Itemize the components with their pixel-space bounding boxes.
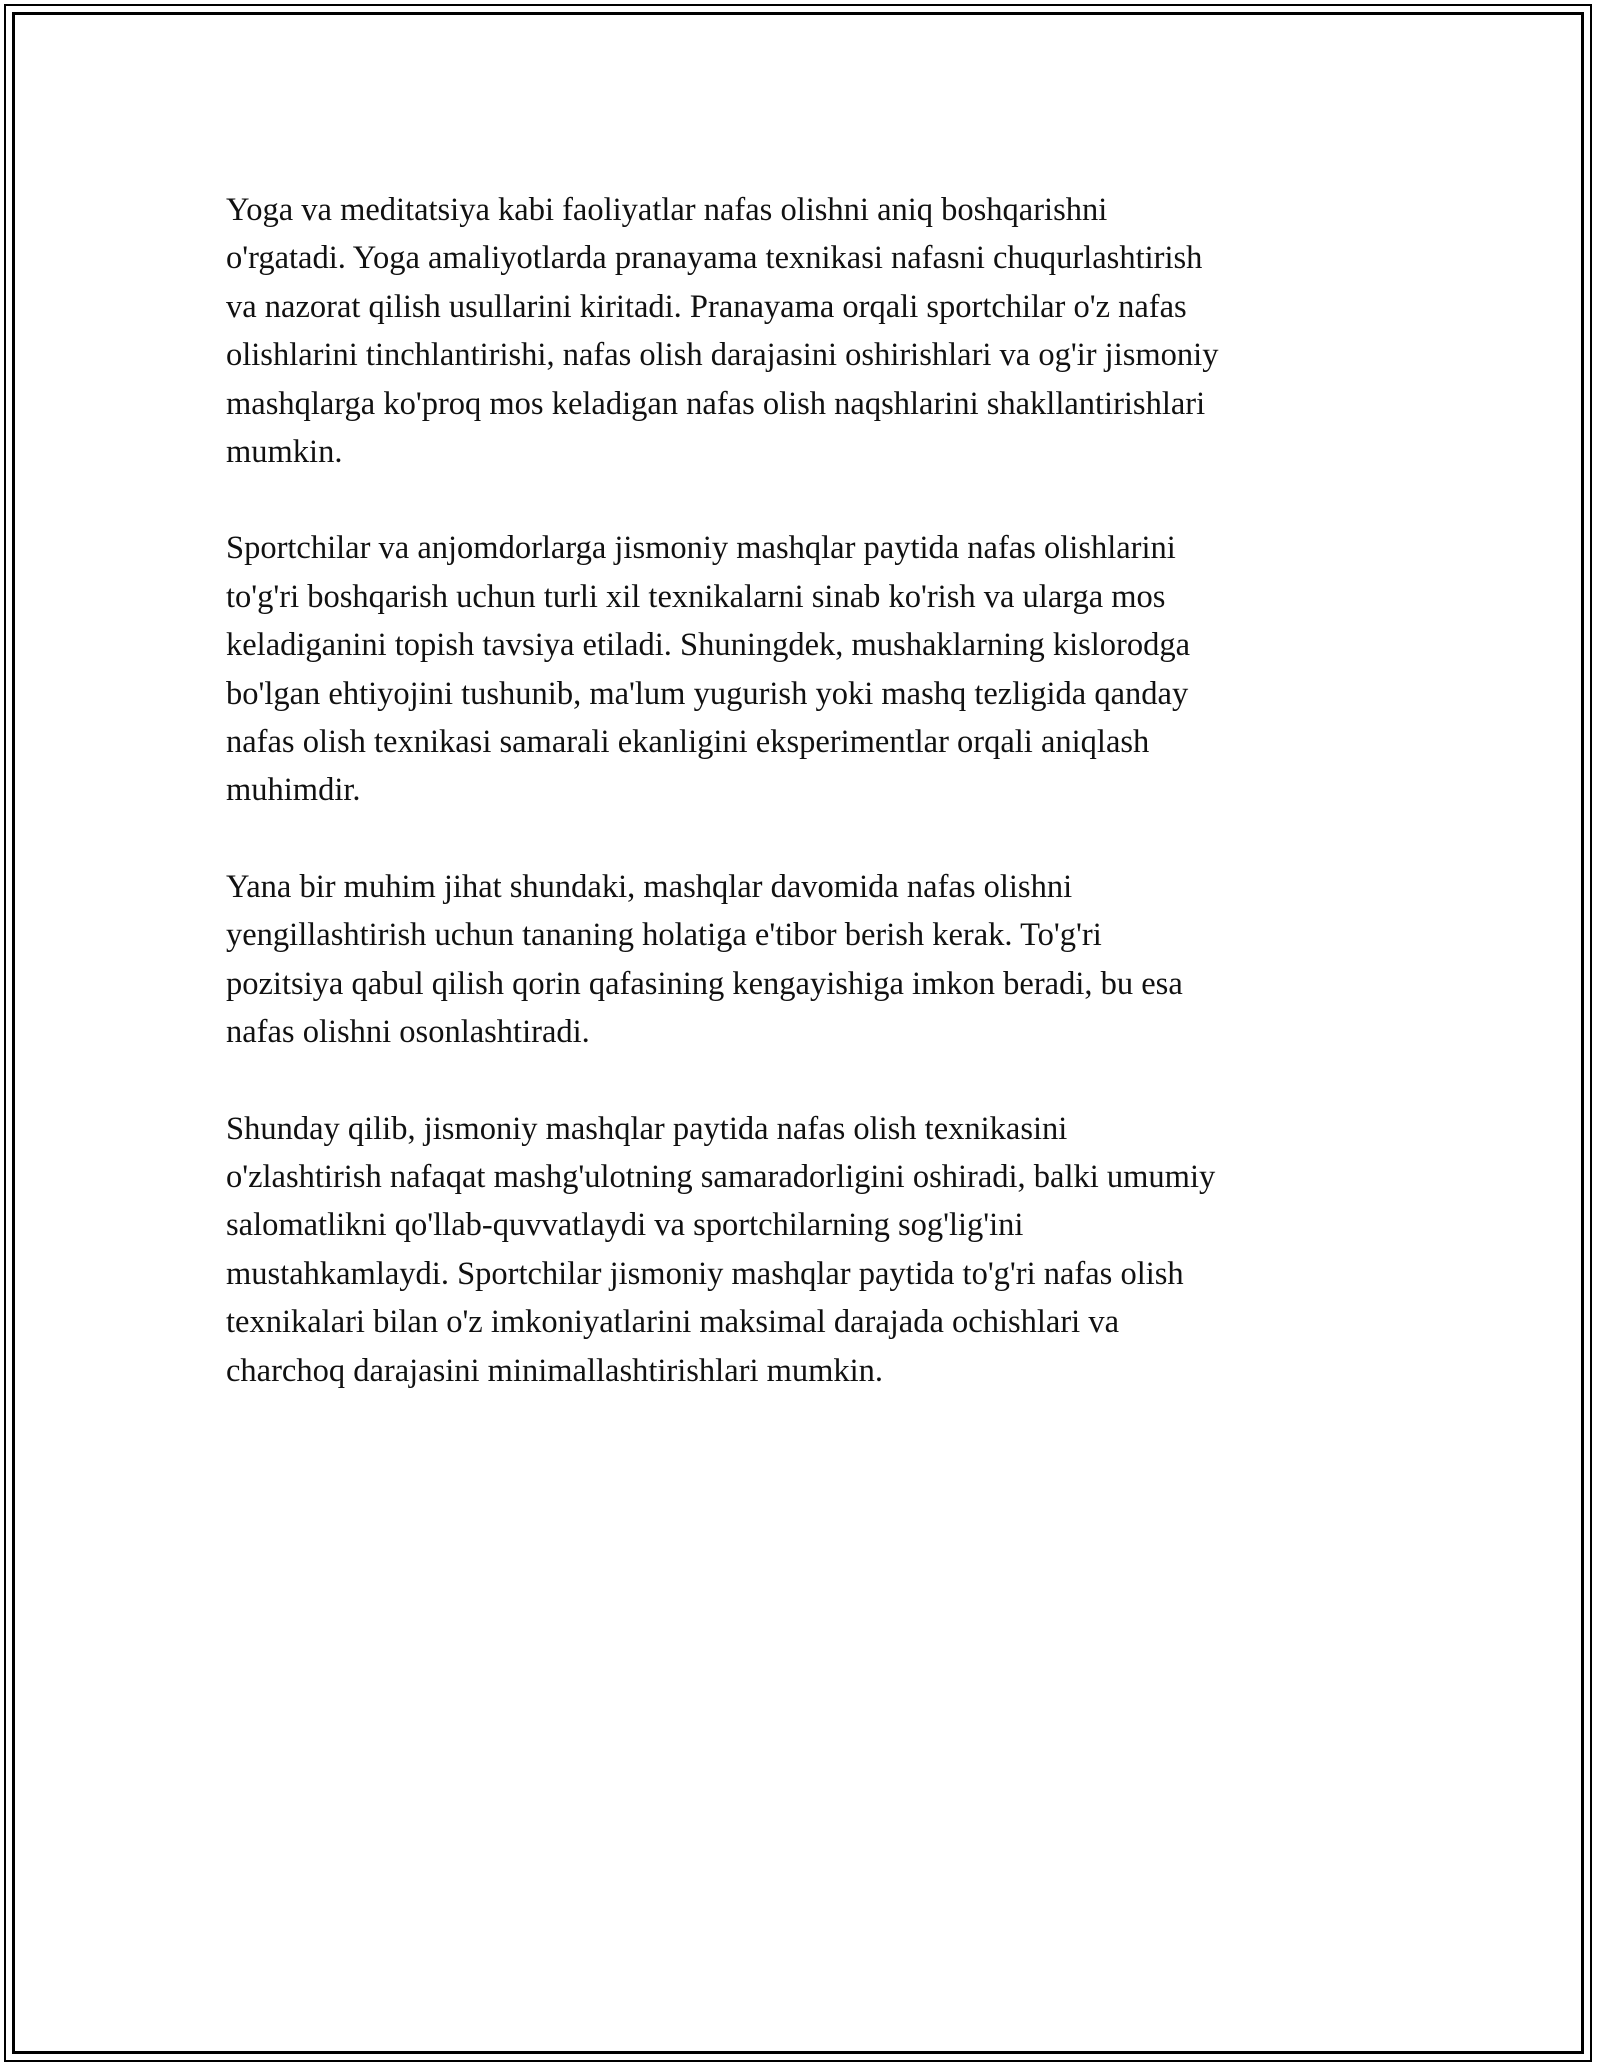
paragraph-athlete-techniques: Sportchilar va anjomdorlarga jismoniy mashqlar paytida nafas olishlarini to'g'ri boshqarish uchun turli xil texnikalarni sinab ko'rish va ularga mos keladiganini topish tavsiya etiladi. Shuningdek, mushaklarning kislorodga bo'lgan ehtiyojini tushunib, ma'lum yugurish yoki mashq tezligida qanday nafas olish texnikasi samarali ekanligini eksperimentlar orqali aniqlash muhimdir. <box>226 530 1191 809</box>
document-body <box>226 186 1376 1443</box>
paragraph-yoga-meditation: Yoga va meditatsiya kabi faoliyatlar nafas olishni aniq boshqarishni o'rgatadi. Yoga amaliyotlarda pranayama texnikasi nafasni chuqurlashtirish va nazorat qilish usullarini kiritadi. Pranayama orqali sportchilar o'z nafas olishlarini tinchlantirishi, nafas olish darajasini oshirishlari va og'ir jismoniy mashqlarga ko'proq mos keladigan nafas olish naqshlarini shakllantirishlari mumkin. <box>226 192 1219 471</box>
paragraph-body-posture: Yana bir muhim jihat shundaki, mashqlar davomida nafas olishni yengillashtirish uchun tananing holatiga e'tibor berish kerak. To'g'ri pozitsiya qabul qilish qorin qafasining kengayishiga imkon beradi, bu esa nafas olishni osonlashtiradi. <box>226 868 1183 1051</box>
paragraph-conclusion: Shunday qilib, jismoniy mashqlar paytida nafas olish texnikasini o'zlashtirish nafaqat mashg'ulotning samaradorligini oshiradi, balki umumiy salomatlikni qo'llab-quvvatlaydi va sportchilarning sog'lig'ini mustahkamlaydi. Sportchilar jismoniy mashqlar paytida to'g'ri nafas olish texnikalari bilan o'z imkoniyatlarini maksimal darajada ochishlari va charchoq darajasini minimallashtirishlari mumkin. <box>226 1110 1216 1389</box>
